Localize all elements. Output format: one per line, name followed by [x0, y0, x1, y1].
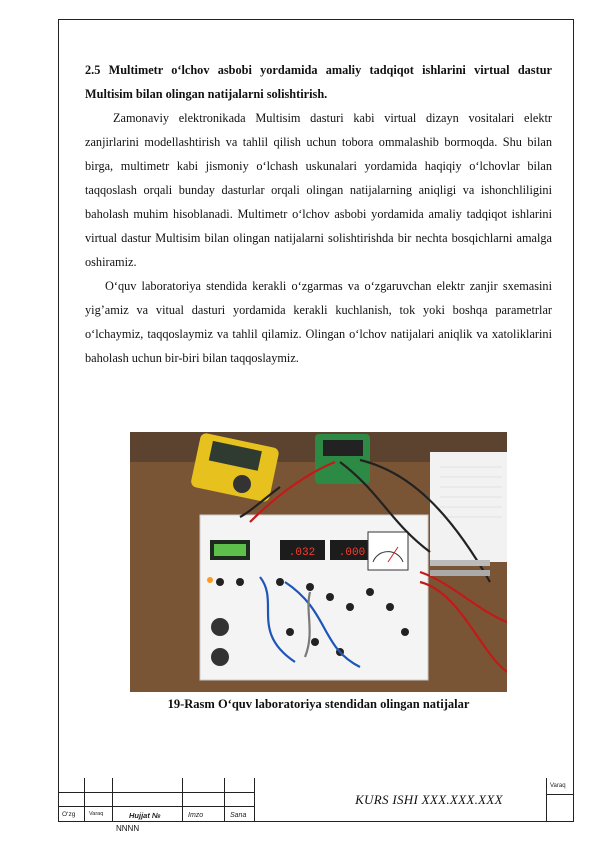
stamp-label-ozg: O‘zg	[62, 811, 76, 818]
paragraph-1: Zamonaviy elektronikada Multisim dasturi kabi virtual dizayn vositalari elektr zanjirlarini modellashtirish va tahlil qilish uchun tobora ommalashib bormoqda. Shu bilan birga, multimetr kabi jismoniy o‘lchash uskunalari yordamida haqiqiy o‘lchovlar bilan taqqoslash orqali bunday dasturlar orqali olingan natijalarning aniqligi va ishonchliligini baholash muhim hisoblanadi. Multimetr o‘lchov asbobi yordamida amaliy tadqiqot ishlarini virtual dastur Multisim bilan olingan natijalarni solishtirishda bir nechta bosqichlarni amalga oshiramiz.	[85, 111, 552, 269]
document-body	[85, 58, 552, 370]
document-code: KURS ISHI XXX.XXX.XXX	[355, 792, 503, 807]
stamp-varaq-line	[547, 794, 574, 795]
stamp-label-hujjat: Hujjat №	[129, 811, 161, 820]
title-block	[58, 778, 574, 822]
stamp-row-line	[58, 806, 255, 807]
stamp-row-line	[58, 792, 255, 793]
lab-stand-photo	[130, 432, 507, 692]
figure-caption: 19-Rasm O‘quv laboratoriya stendidan olingan natijalar	[167, 697, 470, 711]
section-heading: 2.5 Multimetr o‘lchov asbobi yordamida amaliy tadqiqot ishlarini virtual dastur Multisim bilan olingan natijalarni solishtirish.	[85, 63, 552, 101]
paragraph-2: O‘quv laboratoriya stendida kerakli o‘zgarmas va o‘zgaruvchan elektr zanjir sxemasini yig’amiz va vitual dasturi yordamida kerakli kuchlanish, tok yoki boshqa parametrlar o‘lchaymiz, taqqoslaymiz va tahlil qilamiz. Olingan o‘lchov natijalari aniqlik va xatoliklarini baholash uchun bir-biri bilan taqqoslaymiz.	[85, 279, 552, 365]
display-right-value: .000	[338, 547, 366, 559]
stamp-label-varaq: Varaq	[89, 811, 104, 817]
lab-stand-illustration	[130, 432, 507, 692]
stamp-label-imzo: Imzo	[188, 812, 204, 819]
display-left-value: .032	[288, 547, 316, 559]
stamp-label-sheet: Varaq	[550, 783, 566, 789]
stamp-label-sana: Sana	[230, 812, 247, 819]
stamp-nnnn: NNNN	[116, 824, 140, 833]
